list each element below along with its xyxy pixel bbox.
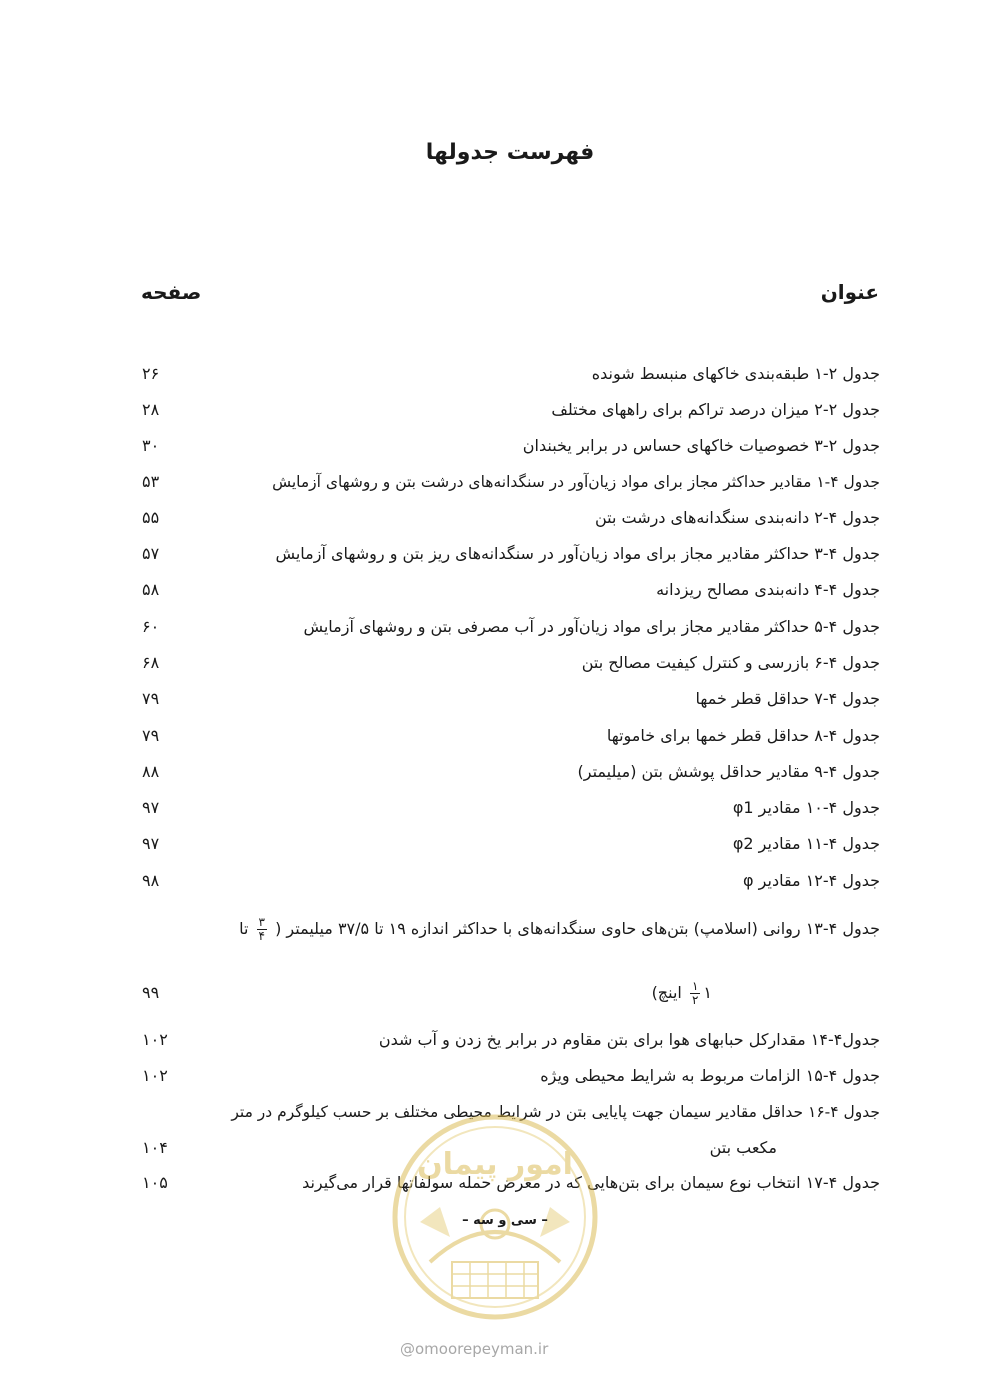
entry-page-number: ۱۰۵ — [142, 1173, 168, 1192]
entry-title: جدول ۴-۱۲ مقادیر φ — [743, 871, 880, 890]
entry-page-number: ۱۰۲ — [142, 1030, 168, 1049]
toc-entry[interactable] — [138, 829, 880, 859]
entry-title: جدول ۴-۴ دانه‌بندی مصالح ریزدانه — [656, 580, 880, 599]
toc-entry[interactable] — [138, 721, 880, 751]
toc-entry-continuation[interactable] — [138, 978, 880, 1008]
toc-entry[interactable] — [138, 395, 880, 425]
entry-title-line1: جدول ۴-۱۳ روانی (اسلامپ) بتن‌های حاوی سنگدانه‌های با حداکثر اندازه ۱۹ تا ۳۷/۵ میلیمتر ( $\frac{۳}{۴}$ تا — [239, 915, 880, 943]
entry-title: جدول ۴-۱۶ حداقل مقادیر سیمان جهت پایایی بتن در شرایط محیطی مختلف بر حسب کیلوگرم در متر — [231, 1103, 880, 1121]
entry-page-number: ۱۰۲ — [142, 1066, 168, 1085]
toc-entry[interactable] — [138, 539, 880, 569]
entry-page-number: ۷۹ — [142, 689, 160, 708]
entry-page-number: ۱۰۴ — [142, 1138, 168, 1157]
entry-title: جدول ۴-۷ حداقل قطر خمها — [695, 689, 880, 708]
toc-entry[interactable] — [138, 359, 880, 389]
toc-entry[interactable] — [138, 757, 880, 787]
watermark-url: @omoorepeyman.ir — [400, 1340, 549, 1358]
entry-title: جدول ۲-۱ طبقه‌بندی خاکهای منبسط شونده — [591, 364, 880, 383]
toc-entry[interactable] — [138, 1025, 880, 1055]
entry-title: جدول ۲-۲ میزان درصد تراکم برای راههای مختلف — [551, 400, 880, 419]
fraction: $\frac{۱}{۲}$ — [691, 979, 699, 1007]
entry-title: جدول ۴-۱۷ انتخاب نوع سیمان برای بتن‌هایی که در معرض حمله سولفاتها قرار می‌گیرند — [302, 1173, 880, 1192]
entry-title: جدول ۴-۱۰ مقادیر φ1 — [732, 798, 880, 817]
page-title: فهرست جدولها — [425, 140, 595, 165]
svg-text:امور پیمان: امور پیمان — [417, 1147, 573, 1182]
entry-page-number: ۶۸ — [142, 653, 160, 672]
entry-page-number: ۹۷ — [142, 798, 160, 817]
column-header-title: عنوان — [820, 280, 879, 304]
toc-entry[interactable] — [138, 467, 880, 497]
toc-entry[interactable] — [138, 503, 880, 533]
toc-entry[interactable] — [138, 612, 880, 642]
toc-entry[interactable] — [138, 914, 880, 944]
entry-page-number: ۵۳ — [142, 472, 160, 491]
entry-page-number: ۹۸ — [142, 871, 160, 890]
entry-page-number: ۶۰ — [142, 617, 160, 636]
toc-entry[interactable] — [138, 431, 880, 461]
entry-title: جدول ۴-۱۱ مقادیر φ2 — [732, 834, 880, 853]
toc-entry[interactable] — [138, 1061, 880, 1091]
entry-title: جدول ۴-۱۵ الزامات مربوط به شرایط محیطی ویژه — [540, 1066, 880, 1085]
entry-title: جدول ۴-۱ مقادیر حداکثر مجاز برای مواد زیان‌آور در سنگدانه‌های درشت بتن و روشهای آزمایش — [272, 473, 880, 491]
fraction: $\frac{۳}{۴}$ — [258, 915, 265, 943]
entry-title: جدول ۴-۲ دانه‌بندی سنگدانه‌های درشت بتن — [594, 508, 880, 527]
column-header-page: صفحه — [141, 280, 202, 304]
entry-title: جدول ۴-۶ بازرسی و کنترل کیفیت مصالح بتن — [581, 653, 880, 672]
entry-title: جدول۴-۱۴ مقدارکل حبابهای هوا برای بتن مقاوم در برابر یخ زدن و آب شدن — [378, 1030, 880, 1049]
toc-entry[interactable] — [138, 866, 880, 896]
toc-entry[interactable] — [138, 684, 880, 714]
entry-page-number: ۵۵ — [142, 508, 160, 527]
entry-title: جدول ۴-۳ حداکثر مقادیر مجاز برای مواد زیان‌آور در سنگدانه‌های ریز بتن و روشهای آزمایش — [275, 544, 880, 563]
toc-entry[interactable] — [138, 793, 880, 823]
toc-entry[interactable] — [138, 648, 880, 678]
entry-page-number: ۸۸ — [142, 762, 160, 781]
entry-title-line2: مکعب بتن — [709, 1138, 777, 1157]
entry-page-number: ۳۰ — [142, 436, 160, 455]
entry-page-number: ۲۶ — [142, 364, 160, 383]
entry-title: جدول ۲-۳ خصوصیات خاکهای حساس در برابر یخبندان — [522, 436, 880, 455]
entry-title: جدول ۴-۵ حداکثر مقادیر مجاز برای مواد زیان‌آور در آب مصرفی بتن و روشهای آزمایش — [303, 617, 880, 636]
entry-page-number: ۹۷ — [142, 834, 160, 853]
entry-page-number: ۹۹ — [142, 983, 160, 1002]
entry-title: جدول ۴-۸ حداقل قطر خمها برای خاموتها — [606, 726, 880, 745]
toc-entry[interactable] — [138, 575, 880, 605]
page-number-label: – سی و سه – — [462, 1213, 548, 1228]
entry-title: جدول ۴-۹ مقادیر حداقل پوشش بتن (میلیمتر) — [577, 762, 880, 781]
entry-page-number: ۲۸ — [142, 400, 160, 419]
entry-page-number: ۷۹ — [142, 726, 160, 745]
entry-title-line2: ۱ $\frac{۱}{۲}$ اینچ) — [651, 979, 712, 1007]
entry-page-number: ۵۸ — [142, 580, 160, 599]
entry-page-number: ۵۷ — [142, 544, 160, 563]
